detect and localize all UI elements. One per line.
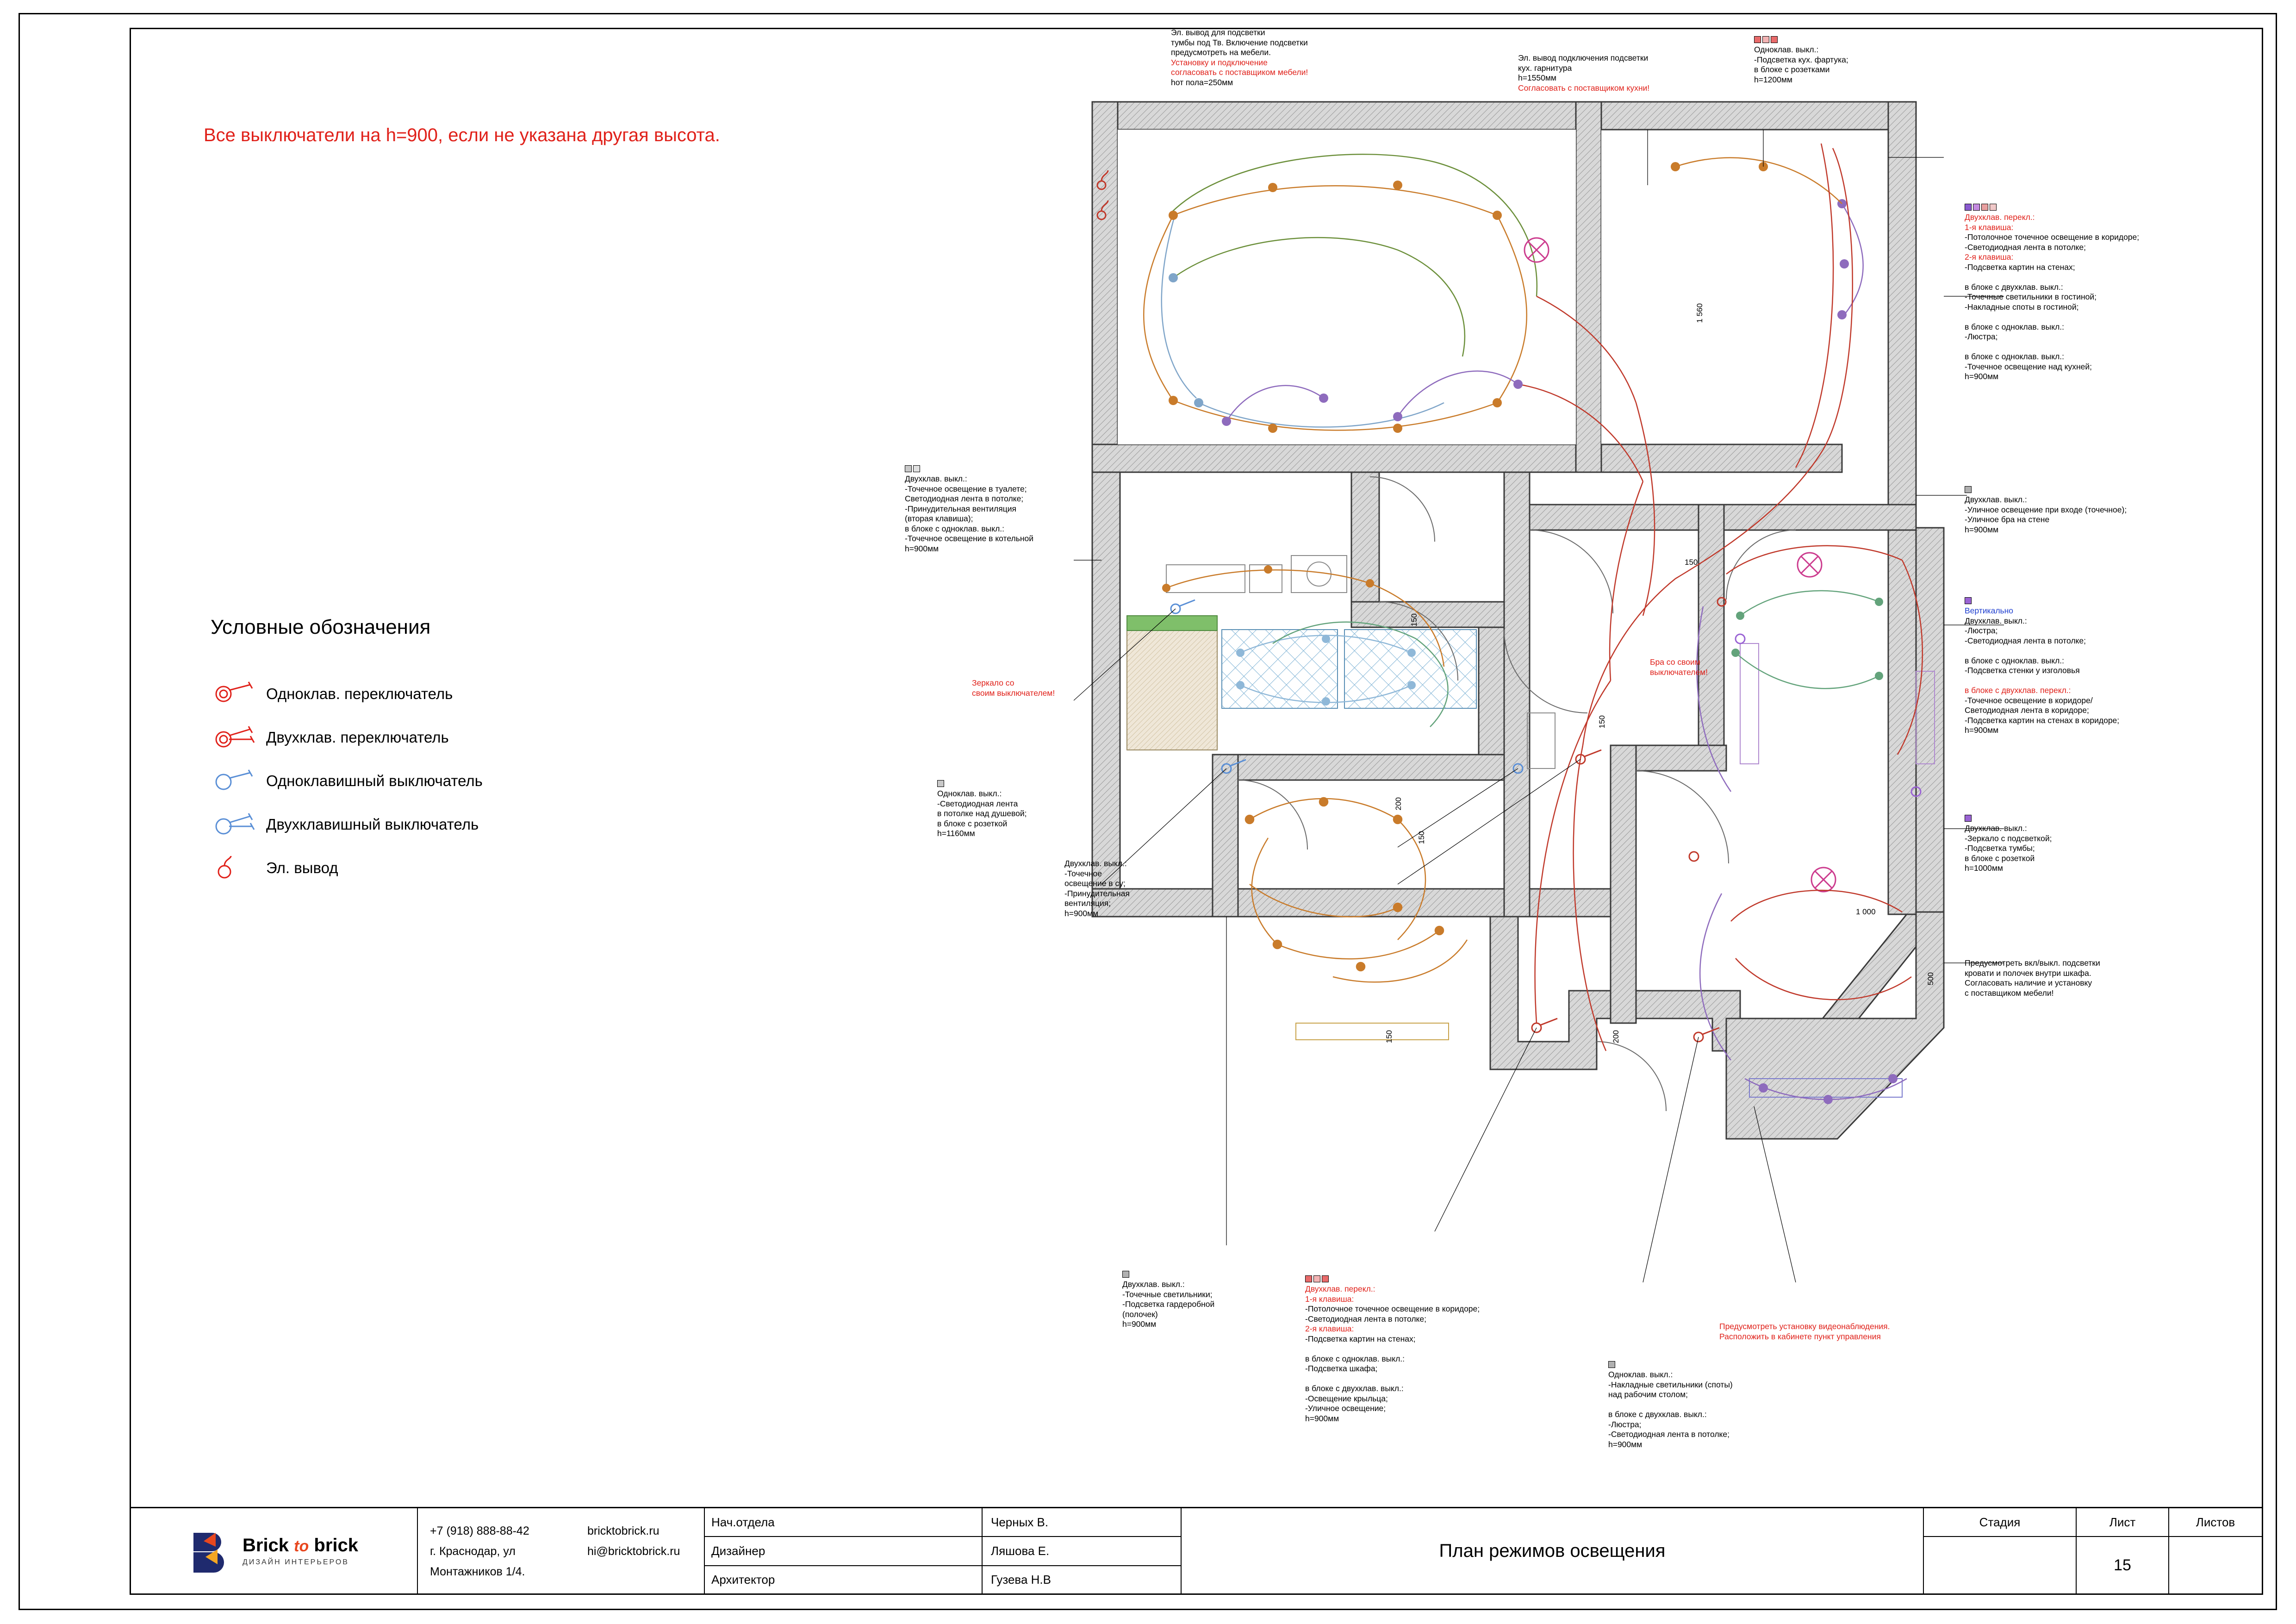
annotation-line: в блоке с одноклав. выкл.: <box>1305 1354 1405 1363</box>
annotation-line: -Подсветка картин на стенах; <box>1305 1334 1416 1343</box>
annotation-line: в блоке с двухклав. перекл.: <box>1965 686 2071 695</box>
annotation-line: hот пола=250мм <box>1171 77 1233 87</box>
role-label-head: Нач.отдела <box>705 1508 982 1537</box>
annotation-line: h=900мм <box>1608 1439 1643 1449</box>
brick-logo-icon <box>190 1529 234 1574</box>
annotation-color-swatch <box>1122 1271 1284 1278</box>
annotation-line: -Светодиодная лента в потолке; <box>1965 242 2086 252</box>
annotation-line: Предусмотреть установку видеонаблюдения. <box>1719 1322 1890 1331</box>
annotation-line: -Уличное освещение; <box>1305 1404 1386 1413</box>
annotation-line: Вертикально <box>1965 606 2014 615</box>
annotation-corridor-two-key-switch <box>1965 204 2182 382</box>
annotation-line: в блоке с одноклав. выкл.: <box>1965 656 2065 665</box>
annotation-line <box>1965 646 2164 656</box>
annotation-line: h=900мм <box>1305 1413 1339 1423</box>
sheet-number-header: Лист <box>2077 1508 2168 1537</box>
annotation-line: 2-я клавиша: <box>1965 252 2014 262</box>
annotation-line: -Принудительная <box>1064 888 1130 898</box>
annotation-line: Одноклав. выкл.: <box>1608 1370 1673 1379</box>
annotation-line: кух. гарнитура <box>1518 63 1572 73</box>
annotation-line <box>1965 342 2182 352</box>
annotation-line <box>1305 1344 1546 1354</box>
annotation-line: Двухклав. перекл.: <box>1305 1284 1375 1293</box>
annotation-line: в блоке с розеткой <box>937 818 1008 828</box>
annotation-line: Бра со своим <box>1650 657 1700 667</box>
name-designer: Ляшова Е. <box>983 1537 1181 1566</box>
name-architect: Гузева Н.В <box>991 1573 1051 1587</box>
annotation-line: в потолке над душевой; <box>937 809 1027 818</box>
annotation-line: h=900мм <box>1965 525 1999 534</box>
annotation-line: h=900мм <box>1122 1319 1157 1329</box>
annotation-line: Двухклав. перекл.: <box>1965 212 2035 222</box>
dimension-150-a: 150 <box>1685 558 1698 567</box>
annotation-line: Эл. вывод для подсветки <box>1171 28 1265 37</box>
annotation-line: -Подсветка картин на стенах в коридоре; <box>1965 715 2120 725</box>
electrical-outlet-lead-icon <box>211 854 266 882</box>
annotation-line: -Светодиодная лента в потолке; <box>1305 1314 1426 1324</box>
annotation-color-swatch <box>1754 36 1948 43</box>
annotation-line: своим выключателем! <box>972 688 1055 698</box>
sheet-total-column <box>2169 1508 2262 1594</box>
annotation-line: согласовать с поставщиком мебели! <box>1171 68 1308 77</box>
annotation-line: освещение в су; <box>1064 879 1126 888</box>
annotation-line: -Уличное бра на стене <box>1965 515 2050 524</box>
sheet-total-value <box>2169 1537 2262 1594</box>
legend-item-label: Двухклав. переключатель <box>266 729 449 746</box>
sheet-title: План режимов освещения <box>1182 1508 1924 1594</box>
dimension-150-e: 150 <box>1385 1030 1394 1043</box>
annotation-line: -Точечное <box>1064 868 1102 878</box>
annotation-line: -Подсветка картин на стенах; <box>1965 262 2075 272</box>
annotation-kitchen-apron-switch <box>1754 36 1948 85</box>
annotation-line: -Подсветка стенки у изголовья <box>1965 666 2080 675</box>
sheet-total-header: Листов <box>2169 1508 2262 1537</box>
annotation-entrance-outdoor-switch <box>1965 486 2164 535</box>
annotation-line: Зеркало со <box>972 678 1014 687</box>
annotation-tv-unit-lead <box>1171 28 1388 87</box>
annotation-line: в блоке с двухклав. выкл.: <box>1305 1384 1404 1393</box>
annotation-line: Эл. вывод подключения подсветки <box>1518 53 1649 62</box>
annotation-line: 1-я клавиша: <box>1305 1294 1354 1304</box>
annotation-line: -Потолочное точечное освещение в коридоре; <box>1965 232 2140 242</box>
annotation-line: -Точечное освещение в туалете; <box>905 484 1027 493</box>
annotation-line: Двухклав. выкл.: <box>905 474 967 483</box>
annotation-line: Согласовать наличие и установку <box>1965 978 2092 987</box>
legend-item <box>211 806 673 843</box>
logo-subtitle: ДИЗАЙН ИНТЕРЬЕРОВ <box>242 1558 349 1566</box>
legend-item-label: Одноклав. переключатель <box>266 685 453 702</box>
annotation-line: Двухклав. выкл.: <box>1064 859 1127 868</box>
legend-item-label: Двухклавишный выключатель <box>266 816 479 833</box>
legend-item-label: Эл. вывод <box>266 859 338 876</box>
legend <box>211 676 673 893</box>
legend-item <box>211 850 673 886</box>
annotation-line: в блоке с одноклав. выкл.: <box>905 524 1005 533</box>
company-contacts <box>418 1508 705 1594</box>
dimension-500: 500 <box>1926 972 1935 986</box>
annotation-line: Одноклав. выкл.: <box>1754 45 1819 54</box>
title-block <box>131 1507 2262 1594</box>
annotation-line: -Точечное освещение над кухней; <box>1965 362 2092 371</box>
logo-brand-2: to <box>294 1537 309 1555</box>
annotation-line: h=1160мм <box>937 829 975 838</box>
legend-item-label: Одноклавишный выключатель <box>266 772 483 789</box>
annotation-line: (полочек) <box>1122 1309 1158 1319</box>
legend-item <box>211 676 673 712</box>
annotation-bed-shelf-lighting-note <box>1965 958 2182 998</box>
annotation-line: h=1550мм <box>1518 73 1556 82</box>
annotation-line: Двухклав. выкл.: <box>1122 1280 1185 1289</box>
legend-item <box>211 719 673 756</box>
company-address: г. Краснодар, ул Монтажников 1/4. <box>430 1544 525 1578</box>
one-key-switch-icon <box>211 767 266 795</box>
annotation-line: -Светодиодная лента в потолке; <box>1965 636 2086 645</box>
company-email[interactable]: hi@bricktobrick.ru <box>587 1544 680 1558</box>
annotation-line: h=900мм <box>1965 725 1999 735</box>
annotation-color-swatch <box>1965 597 2164 604</box>
annotation-line: в блоке с двухклав. выкл.: <box>1608 1410 1707 1419</box>
annotation-line: с поставщиком мебели! <box>1965 988 2054 998</box>
annotation-color-swatch <box>1965 204 2182 211</box>
annotation-line: -Принудительная вентиляция <box>905 504 1017 513</box>
role-label-designer: Дизайнер <box>705 1537 982 1566</box>
legend-item <box>211 763 673 799</box>
annotation-line: Предусмотреть вкл/выкл. подсветки <box>1965 958 2100 968</box>
annotation-line: -Подсветка гардеробной <box>1122 1299 1215 1309</box>
company-logo <box>131 1508 418 1594</box>
annotation-line: тумбы под Тв. Включение подсветки <box>1171 37 1308 47</box>
annotation-line: -Накладные споты в гостиной; <box>1965 302 2079 312</box>
annotation-line: -Освещение крыльца; <box>1305 1393 1388 1403</box>
company-phone: +7 (918) 888-88-42 <box>430 1524 529 1537</box>
annotation-line: в блоке с двухклав. выкл.: <box>1965 282 2063 292</box>
annotation-wardrobe-switch <box>1122 1271 1284 1330</box>
annotation-line <box>1965 312 2182 322</box>
annotation-line: вентиляция; <box>1064 899 1111 908</box>
annotation-line: выключателем! <box>1650 667 1708 677</box>
annotation-line: h=900мм <box>1064 908 1099 918</box>
annotation-color-swatch <box>1965 815 2164 822</box>
annotation-line: Двухклав. выкл.: <box>1965 616 2027 625</box>
name-head: Черных В. <box>983 1508 1181 1537</box>
annotation-line: Двухклав. выкл.: <box>1965 824 2027 833</box>
annotation-line: -Зеркало с подсветкой; <box>1965 833 2052 843</box>
legend-title: Условные обозначения <box>211 616 431 638</box>
annotation-color-swatch <box>1305 1275 1546 1282</box>
annotation-line: -Точечные светильники в гостиной; <box>1965 292 2097 301</box>
annotation-line: -Потолочное точечное освещение в коридоре; <box>1305 1304 1480 1313</box>
annotation-kitchen-apron-lead <box>1518 53 1717 93</box>
annotation-line <box>1965 272 2182 282</box>
sheet-number-column <box>2077 1508 2169 1594</box>
annotation-line: Двухклав. выкл.: <box>1965 495 2027 504</box>
annotation-line: кровати и полочек внутри шкафа. <box>1965 968 2091 978</box>
global-height-note: Все выключатели на h=900, если не указана другая высота. <box>204 125 720 145</box>
roles-column <box>705 1508 983 1594</box>
annotation-line: 1-я клавиша: <box>1965 222 2014 232</box>
annotation-line: 2-я клавиша: <box>1305 1324 1354 1333</box>
annotation-line <box>1305 1374 1546 1384</box>
annotation-line: h=1000мм <box>1965 863 2003 873</box>
stage-column <box>1924 1508 2077 1594</box>
annotation-line: предусмотреть на мебели. <box>1171 48 1271 57</box>
annotation-line: -Люстра; <box>1965 626 1998 635</box>
annotation-shower-led-switch <box>937 780 1122 839</box>
dimension-1560: 1 560 <box>1695 303 1704 323</box>
stage-value <box>1924 1537 2076 1594</box>
two-key-changeover-switch-icon <box>211 724 266 751</box>
annotation-line: -Точечное освещение в коридоре/ <box>1965 695 2093 705</box>
annotation-line: в блоке с розетками <box>1754 65 1830 74</box>
annotation-line: над рабочим столом; <box>1608 1390 1688 1399</box>
annotation-color-swatch <box>937 780 1122 787</box>
annotation-vertical-block-switch <box>1965 597 2164 736</box>
annotation-line: -Подсветка кух. фартука; <box>1754 55 1848 64</box>
annotation-line: в блоке с одноклав. выкл.: <box>1965 322 2065 331</box>
logo-brand-1: Brick <box>242 1535 289 1555</box>
company-site[interactable]: bricktobrick.ru <box>587 1524 660 1537</box>
dimension-1000: 1 000 <box>1856 907 1876 916</box>
annotation-line: -Точечные светильники; <box>1122 1289 1213 1299</box>
annotation-line: -Подсветка шкафа; <box>1305 1364 1378 1373</box>
dimension-150-b: 150 <box>1410 613 1419 627</box>
two-key-switch-icon <box>211 811 266 838</box>
annotation-line: Светодиодная лента в коридоре; <box>1965 706 2089 715</box>
dimension-150-d: 150 <box>1417 831 1426 844</box>
annotation-line: -Точечное освещение в котельной <box>905 534 1033 543</box>
annotation-color-swatch <box>1965 486 2164 493</box>
annotation-line: -Накладные светильники (споты) <box>1608 1380 1733 1389</box>
dimension-200-b: 200 <box>1612 1030 1620 1043</box>
annotation-line: -Люстра; <box>1965 332 1998 341</box>
annotation-line: Светодиодная лента в потолке; <box>905 494 1024 503</box>
annotation-color-swatch <box>1608 1361 1807 1368</box>
annotation-line: Одноклав. выкл.: <box>937 789 1002 798</box>
annotation-line: h=900мм <box>905 543 939 553</box>
annotation-line: Согласовать с поставщиком кухни! <box>1518 83 1650 93</box>
annotation-line: -Светодиодная лента в потолке; <box>1608 1430 1730 1439</box>
names-column <box>983 1508 1182 1594</box>
one-key-changeover-switch-icon <box>211 680 266 708</box>
annotation-toilet-boiler-switch <box>905 465 1104 554</box>
dimension-200-a: 200 <box>1394 797 1403 811</box>
annotation-color-swatch <box>905 465 1104 472</box>
annotation-line: (вторая клавиша); <box>905 514 973 523</box>
annotation-sconce-own-switch-note <box>1650 657 1775 677</box>
dimension-150-c: 150 <box>1598 715 1606 729</box>
annotation-line: -Светодиодная лента <box>937 799 1018 808</box>
annotation-line: Установку и подключение <box>1171 57 1268 67</box>
annotation-corridor-changeover-switch <box>1305 1275 1546 1424</box>
annotation-line: -Люстра; <box>1608 1419 1642 1429</box>
annotation-video-surveillance-note <box>1719 1322 1960 1342</box>
annotation-line: в блоке с одноклав. выкл.: <box>1965 352 2065 361</box>
annotation-line: Расположить в кабинете пункт управления <box>1719 1331 1881 1341</box>
annotation-line: h=900мм <box>1965 372 1999 381</box>
logo-brand-3: brick <box>314 1535 358 1555</box>
annotation-mirror-own-switch-note <box>972 678 1111 698</box>
annotation-line: -Подсветка тумбы; <box>1965 843 2035 853</box>
annotation-line: h=1200мм <box>1754 75 1792 84</box>
annotation-line: в блоке с розеткой <box>1965 853 2035 863</box>
annotation-line <box>1965 676 2164 686</box>
sheet-number-value: 15 <box>2114 1556 2131 1574</box>
role-label-architect: Архитектор <box>711 1573 775 1587</box>
annotation-line <box>1608 1400 1807 1410</box>
annotation-workplace-spots-switch <box>1608 1361 1807 1449</box>
annotation-bath-point-switch <box>1064 859 1203 918</box>
annotation-mirror-cabinet-switch <box>1965 815 2164 874</box>
stage-header: Стадия <box>1924 1508 2076 1537</box>
annotation-line: -Уличное освещение при входе (точечное); <box>1965 505 2127 514</box>
